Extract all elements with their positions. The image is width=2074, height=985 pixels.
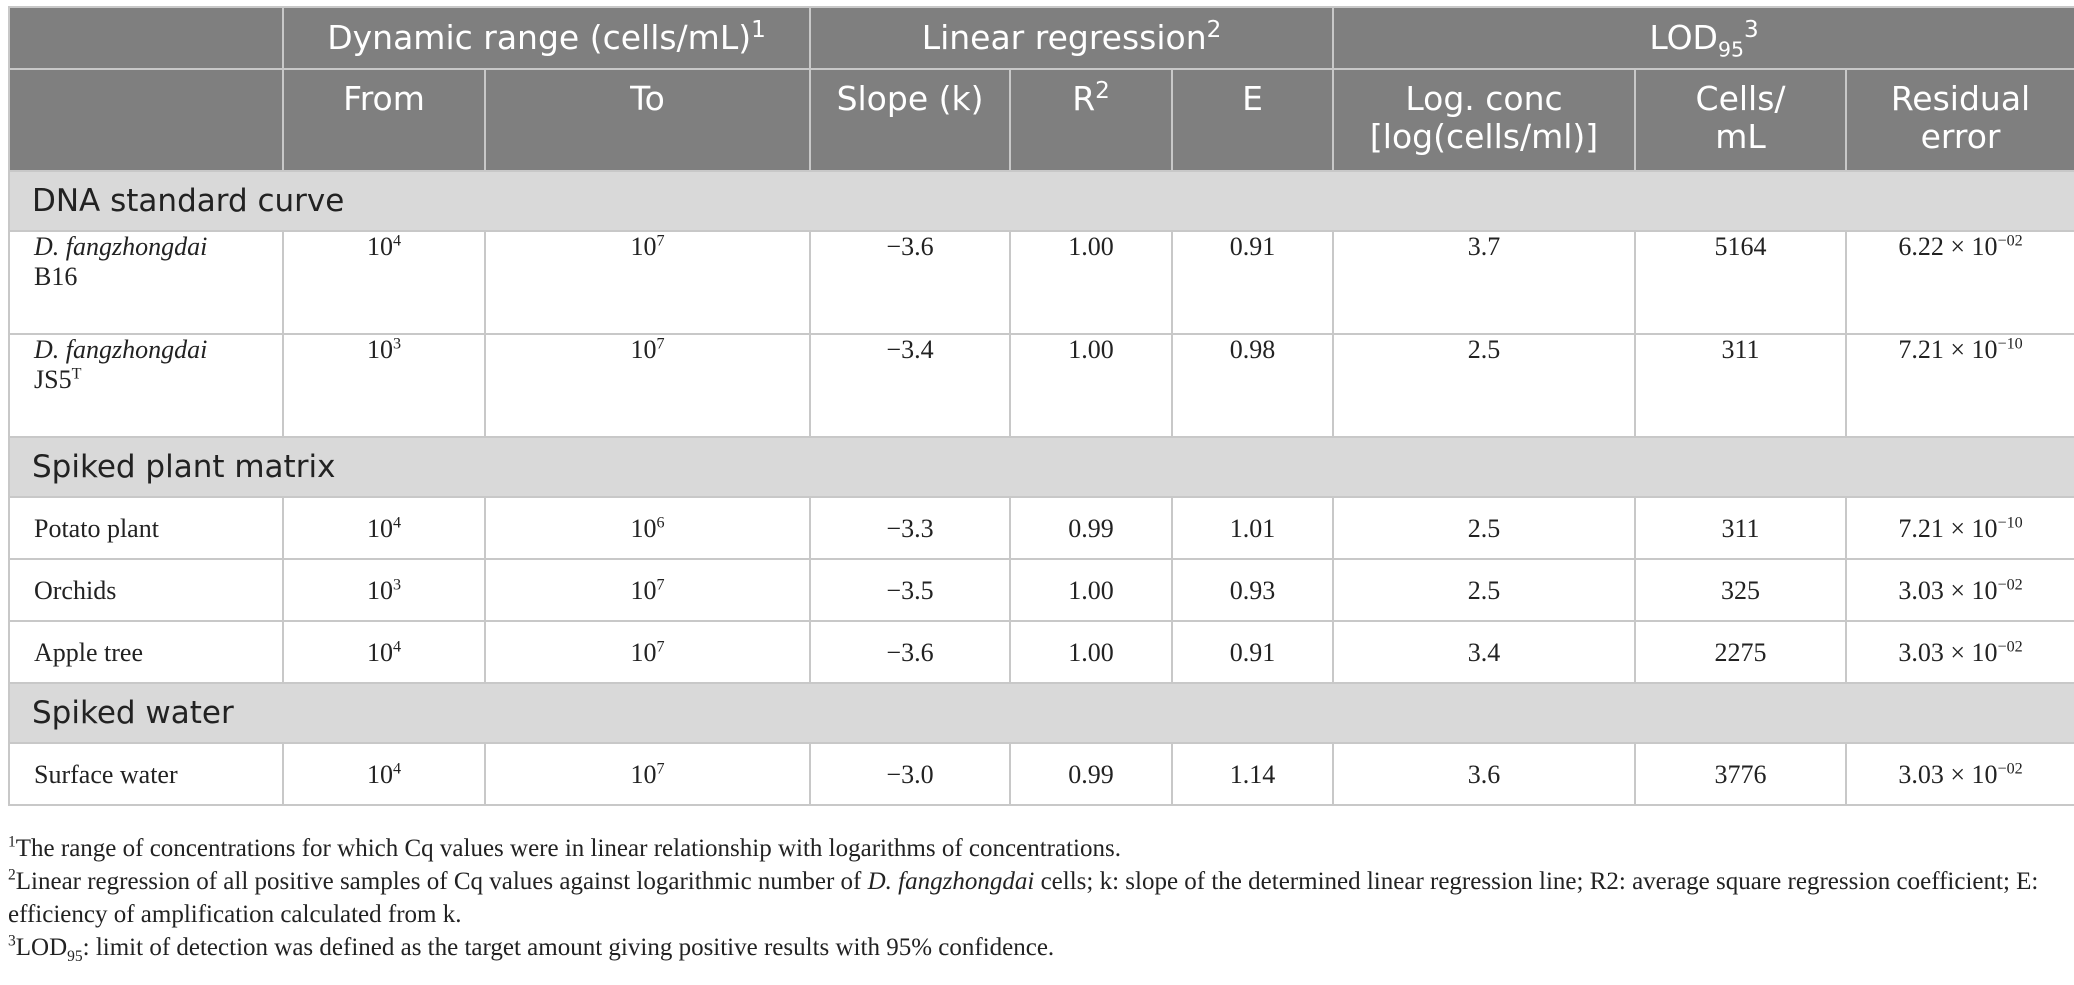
header-log-conc: Log. conc [log(cells/ml)] <box>1333 69 1635 171</box>
header-e: E <box>1172 69 1333 171</box>
footnote-1: $^1$The range of concentrations for which Cq values were in linear relationship with logarithms of concentrations. <box>8 833 1121 862</box>
cell-to: $10^7$ <box>485 334 810 437</box>
cell-residual: $7.21 \times 10^{-10}$ <box>1846 497 2074 559</box>
cell-r2: 1.00 <box>1010 231 1172 334</box>
table-wrapper <box>8 6 2074 806</box>
cell-residual: $3.03 \times 10^{-02}$ <box>1846 743 2074 805</box>
cell-log-conc: 2.5 <box>1333 559 1635 621</box>
cell-cells: 325 <box>1635 559 1846 621</box>
table-row <box>9 231 2074 334</box>
cell-from: $10^4$ <box>283 497 485 559</box>
cell-r2: 1.00 <box>1010 621 1172 683</box>
results-table <box>8 6 2074 806</box>
cell-log-conc: 3.7 <box>1333 231 1635 334</box>
cell-r2: 1.00 <box>1010 334 1172 437</box>
cell-cells: 5164 <box>1635 231 1846 334</box>
table-row <box>9 621 2074 683</box>
cell-slope: −3.6 <box>810 621 1010 683</box>
header-cells: Cells/ mL <box>1635 69 1846 171</box>
cell-from: $10^3$ <box>283 559 485 621</box>
cell-from: $10^4$ <box>283 231 485 334</box>
header-row-columns <box>9 69 2074 171</box>
section-spiked-water: Spiked water <box>9 683 2074 743</box>
header-dynamic-range: Dynamic range (cells/mL)$^1$ <box>283 7 810 69</box>
cell-r2: 0.99 <box>1010 497 1172 559</box>
header-r2: $R^2$ <box>1010 69 1172 171</box>
cell-e: 1.14 <box>1172 743 1333 805</box>
cell-slope: −3.4 <box>810 334 1010 437</box>
row-name: D. fangzhongdai B16 <box>9 231 283 334</box>
cell-from: $10^4$ <box>283 621 485 683</box>
cell-to: $10^7$ <box>485 559 810 621</box>
cell-r2: 1.00 <box>1010 559 1172 621</box>
table-footnotes <box>8 832 2068 964</box>
row-name: Surface water <box>9 743 283 805</box>
cell-log-conc: 3.4 <box>1333 621 1635 683</box>
table-row <box>9 497 2074 559</box>
cell-from: $10^4$ <box>283 743 485 805</box>
cell-to: $10^7$ <box>485 231 810 334</box>
cell-residual: $7.21 \times 10^{-10}$ <box>1846 334 2074 437</box>
cell-cells: 311 <box>1635 497 1846 559</box>
header-row-group <box>9 7 2074 69</box>
cell-log-conc: 2.5 <box>1333 497 1635 559</box>
cell-e: 0.91 <box>1172 231 1333 334</box>
table-row <box>9 559 2074 621</box>
cell-slope: −3.3 <box>810 497 1010 559</box>
row-name: Orchids <box>9 559 283 621</box>
section-row <box>9 171 2074 231</box>
header-residual-error: Residual error <box>1846 69 2074 171</box>
cell-residual: $3.03 \times 10^{-02}$ <box>1846 559 2074 621</box>
cell-slope: −3.6 <box>810 231 1010 334</box>
cell-to: $10^6$ <box>485 497 810 559</box>
cell-cells: 311 <box>1635 334 1846 437</box>
section-spiked-plant-matrix: Spiked plant matrix <box>9 437 2074 497</box>
cell-e: 0.98 <box>1172 334 1333 437</box>
table-row <box>9 334 2074 437</box>
row-name: Potato plant <box>9 497 283 559</box>
header-blank <box>9 7 283 69</box>
section-row <box>9 437 2074 497</box>
header-blank-2 <box>9 69 283 171</box>
cell-to: $10^7$ <box>485 621 810 683</box>
footnote-2: $^2$Linear regression of all positive samples of Cq values against logarithmic number of D. fangzhongdai cells; k: slope of the determined linear regression line; R2: average square regression coefficient; E: efficiency of amplification calculated from k. <box>8 866 2039 928</box>
cell-r2: 0.99 <box>1010 743 1172 805</box>
cell-e: 1.01 <box>1172 497 1333 559</box>
row-name: D. fangzhongdai $JS5^T$ <box>9 334 283 437</box>
cell-e: 0.93 <box>1172 559 1333 621</box>
cell-log-conc: 2.5 <box>1333 334 1635 437</box>
header-lod95: $LOD_{95}^3$ <box>1333 7 2074 69</box>
header-slope: Slope (k) <box>810 69 1010 171</box>
cell-residual: $6.22 \times 10^{-02}$ <box>1846 231 2074 334</box>
cell-slope: −3.5 <box>810 559 1010 621</box>
footnote-3: $^3LOD_{95}$: limit of detection was defined as the target amount giving positive results with 95% confidence. <box>8 932 1055 965</box>
cell-residual: $3.03 \times 10^{-02}$ <box>1846 621 2074 683</box>
row-name: Apple tree <box>9 621 283 683</box>
cell-slope: −3.0 <box>810 743 1010 805</box>
header-linear-regression: Linear regression$^2$ <box>810 7 1333 69</box>
cell-cells: 2275 <box>1635 621 1846 683</box>
cell-cells: 3776 <box>1635 743 1846 805</box>
header-from: From <box>283 69 485 171</box>
cell-to: $10^7$ <box>485 743 810 805</box>
section-row <box>9 683 2074 743</box>
cell-from: $10^3$ <box>283 334 485 437</box>
cell-e: 0.91 <box>1172 621 1333 683</box>
cell-log-conc: 3.6 <box>1333 743 1635 805</box>
section-dna-standard-curve: DNA standard curve <box>9 171 2074 231</box>
table-row <box>9 743 2074 805</box>
header-to: To <box>485 69 810 171</box>
